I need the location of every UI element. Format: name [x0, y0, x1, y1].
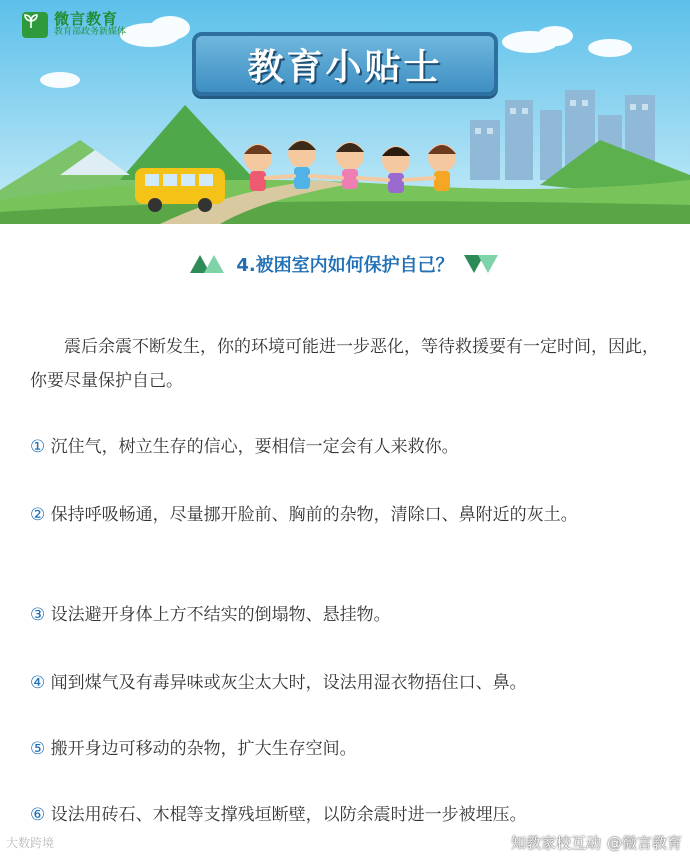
item-number: ⑤ — [30, 739, 46, 759]
item-text: 闻到煤气及有毒异味或灰尘太大时，设法用湿衣物捂住口、鼻。 — [45, 673, 527, 693]
list-item — [30, 430, 670, 464]
watermark-right — [511, 832, 682, 853]
watermark-right-text-2: @微言教育 — [606, 834, 682, 852]
triangle-left-icon — [190, 255, 226, 273]
logo-name: 微言教育 — [54, 10, 119, 29]
list-item — [30, 798, 670, 832]
triangle-right-icon — [464, 255, 500, 273]
paragraph-text: 震后余震不断发生，你的环境可能进一步恶化，等待救援要有一定时间，因此，你要尽量保护自己。 — [30, 337, 659, 391]
title-board — [192, 32, 498, 96]
section-heading — [0, 246, 690, 282]
item-text: 沉住气，树立生存的信心，要相信一定会有人来救你。 — [45, 437, 459, 457]
logo-subtitle: 教育部政务新媒体 — [54, 27, 127, 38]
item-number: ② — [30, 505, 46, 525]
list-item — [30, 732, 670, 766]
item-text: 保持呼吸畅通，尽量挪开脸前、胸前的杂物，清除口、鼻附近的灰土。 — [45, 505, 578, 525]
list-item — [30, 666, 670, 700]
item-text: 设法用砖石、木棍等支撑残垣断壁，以防余震时进一步被埋压。 — [45, 805, 527, 825]
list-item — [30, 498, 670, 532]
item-number: ③ — [30, 605, 46, 625]
banner-title: 教育小贴士 — [247, 46, 443, 88]
heading-text: 4.被困室内如何保护自己？ — [236, 255, 454, 276]
sprout-icon — [22, 12, 48, 38]
watermark-left-text: 大数跨境 — [6, 836, 55, 850]
banner-illustration — [0, 0, 690, 224]
logo — [22, 12, 126, 38]
watermark-right-text-1: 知教家校互动 — [510, 834, 601, 852]
item-number: ⑥ — [30, 805, 46, 825]
watermark-left — [6, 834, 54, 851]
paragraph-intro — [30, 330, 670, 398]
item-text: 搬开身边可移动的杂物，扩大生存空间。 — [45, 739, 357, 759]
item-number: ① — [30, 437, 46, 457]
item-text: 设法避开身体上方不结实的倒塌物、悬挂物。 — [45, 605, 391, 625]
list-item — [30, 598, 670, 632]
item-number: ④ — [30, 673, 46, 693]
